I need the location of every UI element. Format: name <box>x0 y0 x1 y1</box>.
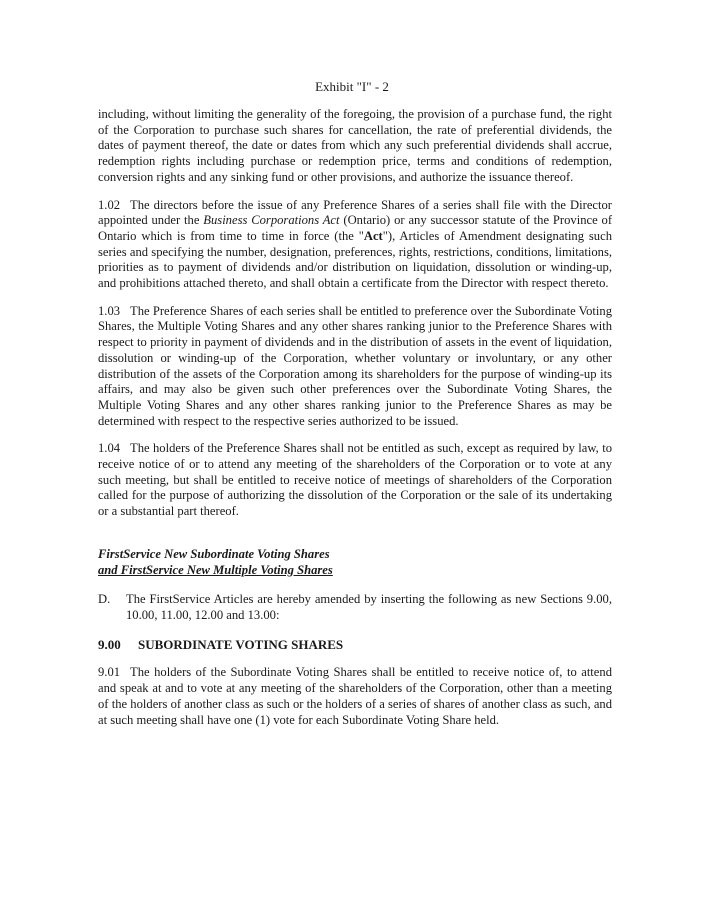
section-title: SUBORDINATE VOTING SHARES <box>138 636 344 652</box>
paragraph-number: 1.02 <box>98 197 121 212</box>
section-number: 9.00 <box>98 636 121 652</box>
paragraph-number: 1.03 <box>98 303 121 318</box>
paragraph-9-01 <box>98 665 612 728</box>
paragraph-text: The Preference Shares of each series shall be entitled to preference over the Subordinate Voting Shares, the Multiple Voting Shares and any other shares ranking junior to the Preference Shares with respect to priority in payment of dividends and in the distribution of assets in the event of liquidation, dissolution or winding-up of the Corporation, whether voluntary or involuntary, or any other distribution of the assets of the Corporation among its shareholders for the purpose of winding-up its affairs, and may also be given such other preferences over the Subordinate Voting Shares, the Multiple Voting Shares and any other shares ranking junior to the Preference Shares as may be determined with respect to the respective series authorized to be issued. <box>98 303 612 428</box>
paragraph-text-before: The directors before the issue of any Preference Shares of a series shall file with the Director appointed under the <box>98 197 612 228</box>
act-defined-term: Act <box>363 228 383 243</box>
subheading-line-2: and FirstService New Multiple Voting Shares <box>98 562 333 577</box>
paragraph-1-03 <box>98 304 612 430</box>
item-letter: D. <box>98 592 111 607</box>
act-name: Business Corporations Act <box>203 213 340 228</box>
subheading-line-1: FirstService New Subordinate Voting Shares <box>98 546 330 561</box>
page-header: Exhibit "I" - 2 <box>315 79 389 94</box>
subheading <box>98 547 612 578</box>
paragraph-continuation: including, without limiting the generality of the foregoing, the provision of a purchase fund, the right of the Corporation to purchase such shares for cancellation, the rate of preferential dividends, the dates of payment thereof, the date or dates from which any such preferential dividends shall accrue, redemption rights including purchase or redemption price, terms and conditions of redemption, conversion rights and any sinking fund or other provisions, and authorize the issuance thereof. <box>98 107 612 184</box>
document-body <box>98 107 612 740</box>
paragraph-text: The holders of the Subordinate Voting Shares shall be entitled to receive notice of, to attend and speak at and to vote at any meeting of the shareholders of the Corporation, other than a meeting of the holders of another class as such or the holders of a series of shares of another class as such, and at such meeting shall have one (1) vote for each Subordinate Voting Share held. <box>98 665 612 727</box>
paragraph-1-02 <box>98 198 612 292</box>
item-d <box>98 592 612 623</box>
paragraph-number: 9.01 <box>98 665 121 680</box>
paragraph-number: 1.04 <box>98 441 121 456</box>
paragraph-text-middle: (Ontario) or any successor statute of the Province of Ontario which is from time to time in force (the " <box>98 213 613 243</box>
paragraph-1-04 <box>98 441 612 520</box>
section-heading-9-00 <box>98 637 612 653</box>
paragraph-text: The holders of the Preference Shares shall not be entitled as such, except as required by law, to receive notice of or to attend any meeting of the shareholders of the Corporation or to vote at any such meeting, but shall be entitled to receive notice of meetings of shareholders of the Corporation called for the purpose of authorizing the dissolution of the Corporation or the sale of its undertaking or a substantial part thereof. <box>98 441 612 519</box>
item-text: The FirstService Articles are hereby amended by inserting the following as new Sections 9.00, 10.00, 11.00, 12.00 and 13.00: <box>126 592 612 622</box>
paragraph-text-after: "), Articles of Amendment designating such series and specifying the number, designation, preferences, rights, restrictions, conditions, limitations, priorities as to payment of dividends and/or distribution on liquidation, dissolution or winding-up, and prohibitions attached thereto, and shall obtain a certificate from the Director with respect thereto. <box>98 228 612 291</box>
